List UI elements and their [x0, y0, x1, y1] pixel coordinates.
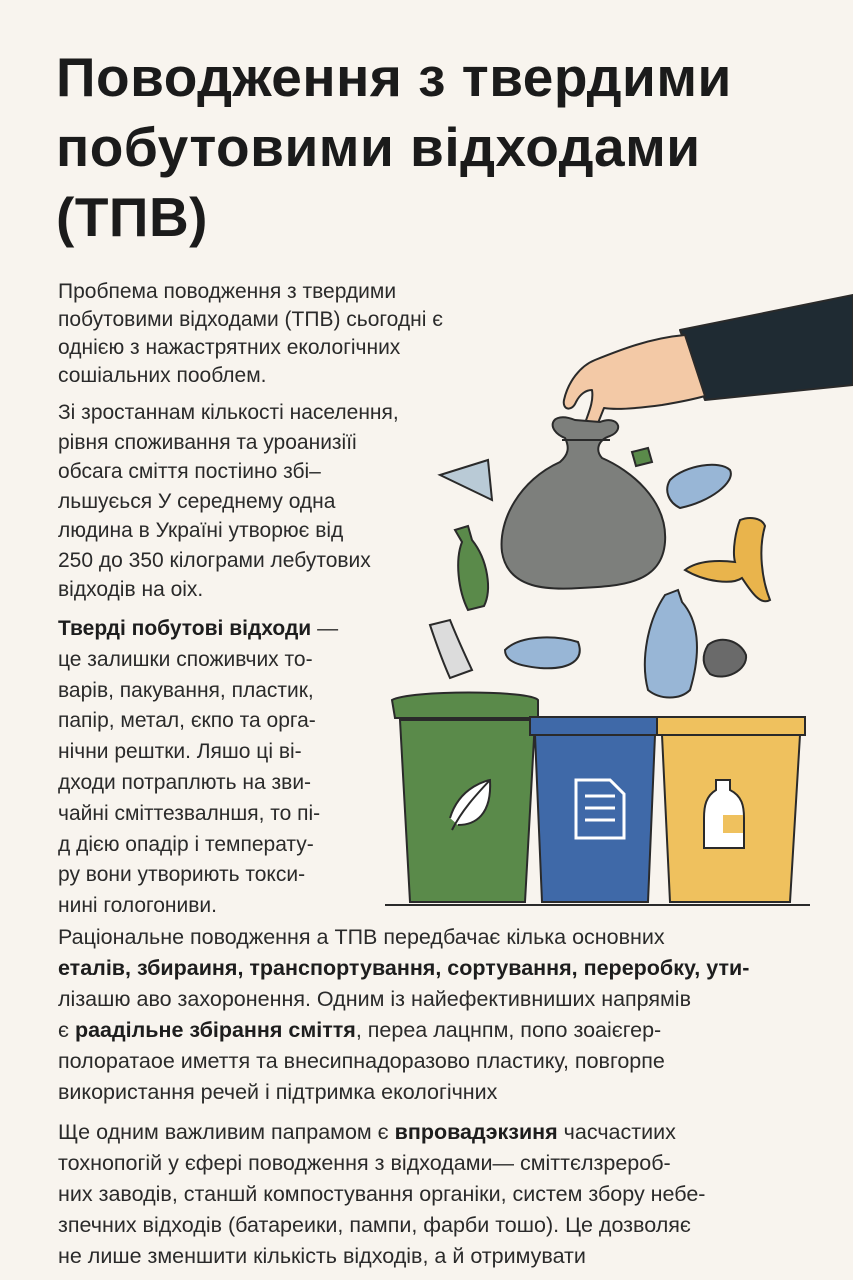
organic-bin [392, 693, 538, 903]
text-segment: сошіальних пооблем. [58, 364, 267, 387]
text-segment: зпечних відходів (батареики, пампи, фарби тошо). Це дозволяє [58, 1213, 691, 1237]
text-line [58, 516, 399, 546]
text-segment: нині гологониви. [58, 894, 217, 918]
paper-scrap-icon [430, 620, 472, 678]
text-line [58, 922, 749, 953]
banana-peel-icon [685, 518, 770, 601]
definition-paragraph [58, 614, 338, 922]
text-segment: не лише зменшити кількість відходів, а й отримувати [58, 1244, 586, 1268]
title-line: Поводження з твердими [56, 46, 732, 108]
text-segment: полоратаое имеття та внесипнадоразово пластику, повгорпе [58, 1049, 665, 1073]
text-segment: рівня споживання та уроанизіїі [58, 430, 357, 454]
text-line [58, 1179, 705, 1210]
text-segment: часчастиих [557, 1120, 676, 1144]
text-segment: Раціональне поводження а ТПВ передбачає кілька основних [58, 925, 665, 949]
text-line [58, 1241, 705, 1272]
text-line [58, 1148, 705, 1179]
text-segment: них заводів, станшй компостування органіки, систем збору небе- [58, 1182, 706, 1206]
text-segment: ру вони утвориють токси- [58, 863, 306, 887]
text-line [58, 1015, 749, 1046]
text-line [58, 737, 338, 768]
text-line [58, 676, 338, 707]
text-segment: папір, метал, єкпо та орга- [58, 709, 316, 733]
text-segment: варів, пакування, пластик, [58, 678, 314, 702]
text-segment: людина в Україні утворює від [58, 519, 344, 542]
title-line: (ТПВ) [56, 186, 208, 248]
population-paragraph [58, 398, 399, 605]
text-segment: дходи потраплють на зви- [58, 770, 312, 794]
blue-bag-scrap-icon [505, 637, 580, 668]
blue-scrap-icon [667, 465, 731, 508]
text-line [58, 860, 338, 891]
text-line [58, 706, 338, 737]
text-segment: нічни рештки. Ляшо ці ві- [58, 740, 302, 764]
text-segment: є [58, 1018, 75, 1042]
text-segment: лізашю аво захоронення. Одним із найефективниших напрямів [58, 987, 692, 1011]
text-segment: 250 до 350 кілограми лебутових [58, 548, 371, 572]
text-segment: відходів на оіх. [58, 578, 204, 601]
text-segment: чайні сміттезвалншя, то пі- [58, 801, 321, 825]
technologies-paragraph [58, 1117, 705, 1272]
text-segment: тохнопогій у єфері поводження з відходами— сміттєлзрероб- [58, 1151, 671, 1175]
text-segment: побутовими відходами (ТПВ) сьогодні є [58, 308, 443, 331]
bold-text: Тверді побутові відходи [58, 617, 312, 640]
text-line [58, 487, 399, 517]
text-line [58, 1046, 749, 1077]
text-segment: обсага сміття постіино збі– [58, 460, 321, 483]
text-line [58, 953, 749, 984]
green-bottle-icon [455, 526, 488, 610]
text-segment: , переа лацнпм, попо зоаієгер- [355, 1018, 662, 1042]
bold-text: еталів, збираиня, транспортування, сортування, переробку, ути- [58, 956, 750, 980]
text-segment: однією з нажастрятних екологічних [58, 336, 401, 359]
page-title [56, 42, 732, 252]
trash-bag-icon [502, 417, 666, 588]
text-line [58, 799, 338, 830]
text-segment: — [311, 617, 339, 640]
title-line: побутовими відходами [56, 116, 701, 178]
text-line [58, 1117, 705, 1148]
text-line [58, 891, 338, 922]
text-line [58, 575, 399, 605]
glass-shard-icon [440, 460, 492, 500]
plastic-bottle-icon [645, 590, 697, 698]
text-line [58, 614, 338, 645]
text-segment: Ще одним важливим папрамом є [58, 1120, 395, 1144]
waste-sorting-illustration [380, 290, 853, 915]
text-line [58, 984, 749, 1015]
text-segment: Зі зростаннам кількості населення, [58, 401, 399, 424]
bold-text: раадільне збірання сміття [74, 1018, 356, 1042]
text-line [58, 546, 399, 576]
bold-text: впровадэкзиня [394, 1120, 558, 1144]
text-line [58, 1077, 749, 1108]
text-segment: льшуєься У середнему одна [58, 489, 336, 513]
text-line [58, 428, 399, 458]
text-line [58, 398, 399, 428]
management-paragraph [58, 922, 749, 1108]
text-line [58, 1210, 705, 1241]
bins [385, 693, 810, 906]
text-line [58, 768, 338, 799]
text-segment: це залишки споживчих то- [58, 647, 313, 671]
can-icon [704, 640, 746, 677]
plastic-bin [657, 717, 805, 902]
paper-bin [530, 717, 658, 902]
text-segment: використання речей і підтримка екологічних [58, 1080, 498, 1104]
text-line [58, 457, 399, 487]
text-line [58, 830, 338, 861]
hand-icon [564, 295, 853, 435]
green-scrap-icon [632, 448, 652, 466]
text-line [58, 645, 338, 676]
text-segment: Пробпема поводження з твердими [58, 280, 397, 303]
text-segment: д дією опадір і температу- [58, 832, 314, 856]
